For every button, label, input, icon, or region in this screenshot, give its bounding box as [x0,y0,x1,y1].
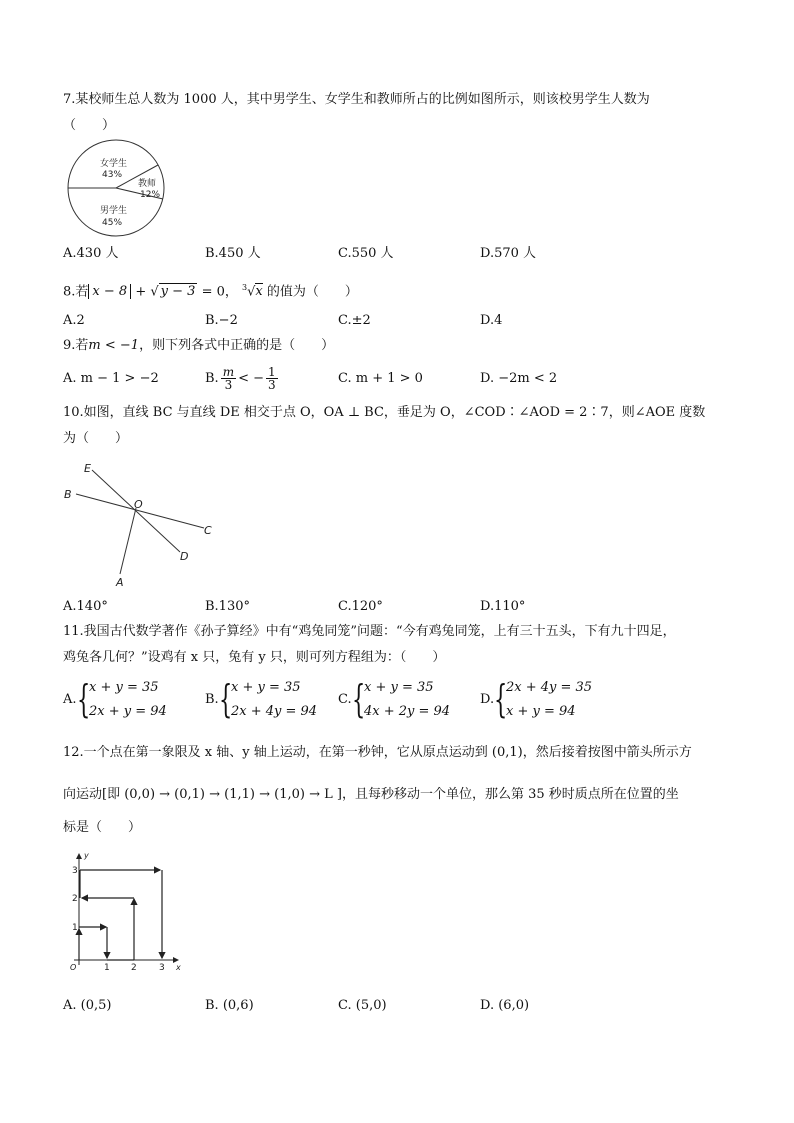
label-C: C [204,524,212,537]
line-ED [92,470,180,552]
q7-option-d[interactable]: D.570 人 [480,246,537,261]
q7-option-c[interactable]: C.550 人 [338,246,394,261]
pie-pct-female: 43% [102,170,123,180]
q8-sqrt-sign: √ [150,284,159,300]
q9-suffix: ，则下列各式中正确的是（ ） [139,338,335,353]
q9-b-den: 3 [224,378,233,392]
q11-a-brace: { [77,677,91,721]
x-tick-1: 1 [104,963,110,973]
q9-b-num2: 1 [268,365,276,379]
label-A: A [116,576,124,589]
q12-option-b[interactable]: B. (0,6) [205,998,254,1013]
origin-label: O [70,963,77,972]
q10-option-c[interactable]: C.120° [338,599,383,614]
q11-option-a[interactable] [63,676,193,726]
q11-a-eq1: x + y = 35 [89,680,159,695]
x-tick-2: 2 [131,963,137,973]
q8-cbrt-arg: x [255,284,263,300]
ray-OA [120,508,136,574]
q11-b-brace: { [219,677,233,721]
q9-option-a[interactable]: A. m − 1 > −2 [63,371,159,386]
q11-stem: 11.我国古代数学著作《孙子算经》中有“鸡兔同笼”问题：“今有鸡兔同笼，上有三十五头，下有九十四足， [63,624,676,639]
pie-label-teacher: 教师 [138,179,157,189]
q12-option-a[interactable]: A. (0,5) [63,998,112,1013]
q11-a-eq2: 2x + y = 94 [89,704,167,719]
q10-option-d[interactable]: D.110° [480,599,526,614]
q11-b-system [231,676,317,724]
q9-b-frac1 [221,366,236,391]
q11-c-eq1: x + y = 35 [364,680,434,695]
q11-a-system [89,676,167,724]
q8-suffix: 的值为（ ） [266,284,358,300]
q12-option-c[interactable]: C. (5,0) [338,998,387,1013]
q8-option-d[interactable]: D.4 [480,313,503,328]
q9-stem [63,338,334,354]
q11-c-system [364,676,450,724]
q11-d-brace: { [494,677,508,721]
y-tick-2: 2 [72,894,78,904]
q10-option-a[interactable]: A.140° [63,599,108,614]
label-B: B [64,488,72,501]
x-axis-label: x [176,963,181,972]
q12-stem: 12.一个点在第一象限及 x 轴、y 轴上运动，在第一秒钟，它从原点运动到 (0,1)，然后接着按图中箭头所示方 [63,745,692,760]
q11-b-eq1: x + y = 35 [231,680,301,695]
q11-option-c[interactable] [338,676,468,726]
q8-plus: + [135,284,147,300]
q8-eq: = 0， [201,284,238,300]
q7-option-a[interactable]: A.430 人 [63,246,119,261]
q11-d-system [506,676,592,724]
q8-abs: x − 8 [88,284,131,299]
q9-prefix: 9.若 [63,338,89,353]
q9-option-b[interactable] [205,360,280,398]
q7-option-b[interactable]: B.450 人 [205,246,261,261]
q9-b-den2: 3 [268,378,276,392]
q8-cbrt-index: 3 [242,283,248,292]
q10-option-b[interactable]: B.130° [205,599,250,614]
pie-pct-male: 45% [102,218,123,228]
q8-sqrt: y − 3 [160,284,196,300]
q9-option-d[interactable]: D. −2m < 2 [480,371,558,386]
q8-option-b[interactable]: B.−2 [205,313,238,328]
q12-stem-3: 标是（ ） [63,820,142,835]
q8-option-c[interactable]: C.±2 [338,313,371,328]
q8-option-a[interactable]: A.2 [63,313,85,328]
q8-prefix: 8.若 [63,284,89,300]
pie-label-female: 女学生 [100,159,128,169]
q7-pie-chart [64,141,174,241]
label-E: E [84,462,91,475]
q11-option-b[interactable] [205,676,335,726]
q12-stem-2: 向运动[即 (0,0) → (0,1) → (1,1) → (1,0) → L ]，且每秒移动一个单位，那么第 35 秒时质点所在位置的坐 [63,787,679,802]
q8-stem [63,280,358,300]
q9-cond: m < −1 [88,338,140,353]
q9-b-mid: < − [238,371,264,386]
q11-stem-2: 鸡兔各几何？”设鸡有 x 只，兔有 y 只，则可列方程组为：（ ） [63,650,446,665]
q11-c-eq2: 4x + 2y = 94 [364,704,451,719]
q12-option-d[interactable]: D. (6,0) [480,998,530,1013]
q9-b-frac2 [266,366,278,391]
y-tick-1: 1 [72,923,78,933]
q8-cbrt-sign: √ [247,284,256,300]
q11-b-label: B. [205,692,219,707]
q11-c-label: C. [338,692,352,707]
pie-label-male: 男学生 [100,206,128,216]
q11-a-label: A. [63,692,77,707]
y-tick-3: 3 [72,866,78,876]
q9-b-label: B. [205,371,219,386]
label-O: O [134,498,143,511]
q9-option-c[interactable]: C. m + 1 > 0 [338,371,423,386]
q11-d-eq1: 2x + 4y = 35 [506,680,593,695]
q7-stem: 7.某校师生总人数为 1000 人，其中男学生、女学生和教师所占的比例如图所示，则该校男学生人数为 [63,92,650,107]
q10-stem-2: 为（ ） [63,431,129,446]
q12-path-graph [68,850,188,975]
label-D: D [180,550,189,563]
q10-lines-figure [62,460,222,590]
q11-option-d[interactable] [480,676,610,726]
q9-b-num: m [222,365,235,379]
x-tick-3: 3 [159,963,165,973]
y-axis-label: y [84,851,89,860]
q7-paren: （ ） [63,118,116,133]
q11-d-eq2: x + y = 94 [506,704,576,719]
q11-c-brace: { [352,677,366,721]
q11-d-label: D. [480,692,495,707]
pie-pct-teacher: 12% [140,190,161,200]
q10-stem: 10.如图，直线 BC 与直线 DE 相交于点 O，OA ⊥ BC，垂足为 O，∠COD∶∠AOD = 2∶7，则∠AOE 度数 [63,405,706,420]
q11-b-eq2: 2x + 4y = 94 [231,704,318,719]
